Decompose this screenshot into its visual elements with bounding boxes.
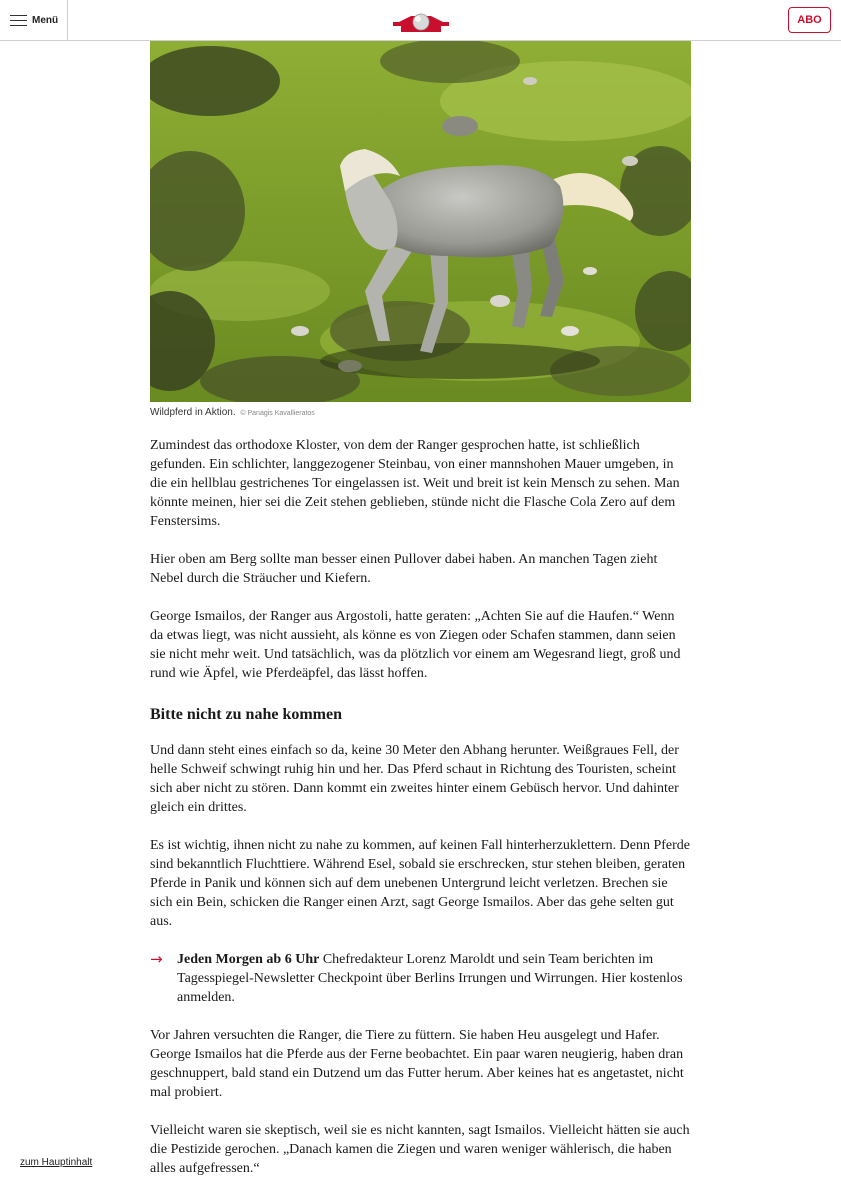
paragraph-1: Zumindest das orthodoxe Kloster, von dem der Ranger gesprochen hatte, ist schließlich gefunden. Ein schlichter, langgezogener Steinbau, von einer mannshohen Mauer umgeben, in die ein hellblau gestrichenes Tor eingelassen ist. Weit und breit ist kein Mensch zu sehen. Man könnte meinen, hier sei die Zeit stehen geblieben, stünde nicht die Flasche Cola Zero auf dem Fenstersims. <box>150 438 680 529</box>
arrow-right-icon: → <box>150 950 163 968</box>
section-heading: Bitte nicht zu nahe kommen <box>150 706 342 723</box>
image-caption <box>150 407 691 418</box>
paragraph-7: Vielleicht waren sie skeptisch, weil sie es nicht kannten, sagt Ismailos. Vielleicht hätten sie auch die Pestizide gerochen. „Danach kamen die Ziegen und waren weniger wählerisch, die haben alles aufgefressen.“ <box>150 1123 690 1176</box>
caption-text: Wildpferd in Aktion. <box>150 407 236 418</box>
menu-button[interactable] <box>0 0 68 40</box>
hamburger-icon <box>10 15 27 26</box>
photo-credit: © Panagis Kavallieratos <box>240 410 315 417</box>
paragraph-6: Vor Jahren versuchten die Ranger, die Tiere zu füttern. Sie haben Heu ausgelegt und Hafer. George Ismailos hat die Pferde aus der Ferne beobachtet. Ein paar waren neugierig, haben dran geschnuppert, bald stand ein Dutzend um das Futter herum. Aber keines hat es angetastet, nicht mal probiert. <box>150 1028 684 1100</box>
article-image <box>150 41 691 402</box>
promo-bold-text: Jeden Morgen ab 6 Uhr <box>177 952 320 967</box>
abo-button[interactable]: ABO <box>788 7 831 33</box>
site-header <box>0 0 841 41</box>
paragraph-3: George Ismailos, der Ranger aus Argostoli, hatte geraten: „Achten Sie auf die Haufen.“ Wenn da etwas liegt, was nicht aussieht, als könne es von Ziegen oder Schafen stammen, dann seien sie nicht mehr weit. Und tatsächlich, was da plötzlich vor einem am Wegesrand liegt, groß und rund wie Äpfel, wie Pferdeäpfel, das lässt hoffen. <box>150 609 681 681</box>
site-logo[interactable] <box>393 12 449 34</box>
skip-to-main-link[interactable]: zum Hauptinhalt <box>20 1157 93 1168</box>
newsletter-promo-link[interactable] <box>150 950 691 1007</box>
menu-label: Menü <box>32 14 59 26</box>
paragraph-4: Und dann steht eines einfach so da, keine 30 Meter den Abhang herunter. Weißgraues Fell, der helle Schweif schwingt ruhig hin und her. Das Pferd schaut in Richtung des Touristen, scheint sich aber nicht zu stören. Dann kommt ein zweites hinter einem Gebüsch hervor. Und dahinter gleich ein drittes. <box>150 743 679 815</box>
article-body <box>150 436 691 1197</box>
paragraph-2: Hier oben am Berg sollte man besser einen Pullover dabei haben. An manchen Tagen zieht Nebel durch die Sträucher und Kiefern. <box>150 552 658 586</box>
promo-text: Chefredakteur Lorenz Maroldt und sein Team berichten im Tagesspiegel-Newsletter Checkpoint über Berlins Irrungen und Wirrungen. Hier kostenlos anmelden. <box>177 952 683 1005</box>
paragraph-5: Es ist wichtig, ihnen nicht zu nahe zu kommen, auf keinen Fall hinterherzuklettern. Denn Pferde sind bekanntlich Fluchttiere. Während Esel, sobald sie erschrecken, stur stehen bleiben, geraten Pferde in Panik und können sich auf dem unebenen Untergrund leicht verletzen. Brechen sie sich ein Bein, schicken die Ranger einen Arzt, sagt George Ismailos. Aber das gehe selten gut aus. <box>150 838 691 929</box>
